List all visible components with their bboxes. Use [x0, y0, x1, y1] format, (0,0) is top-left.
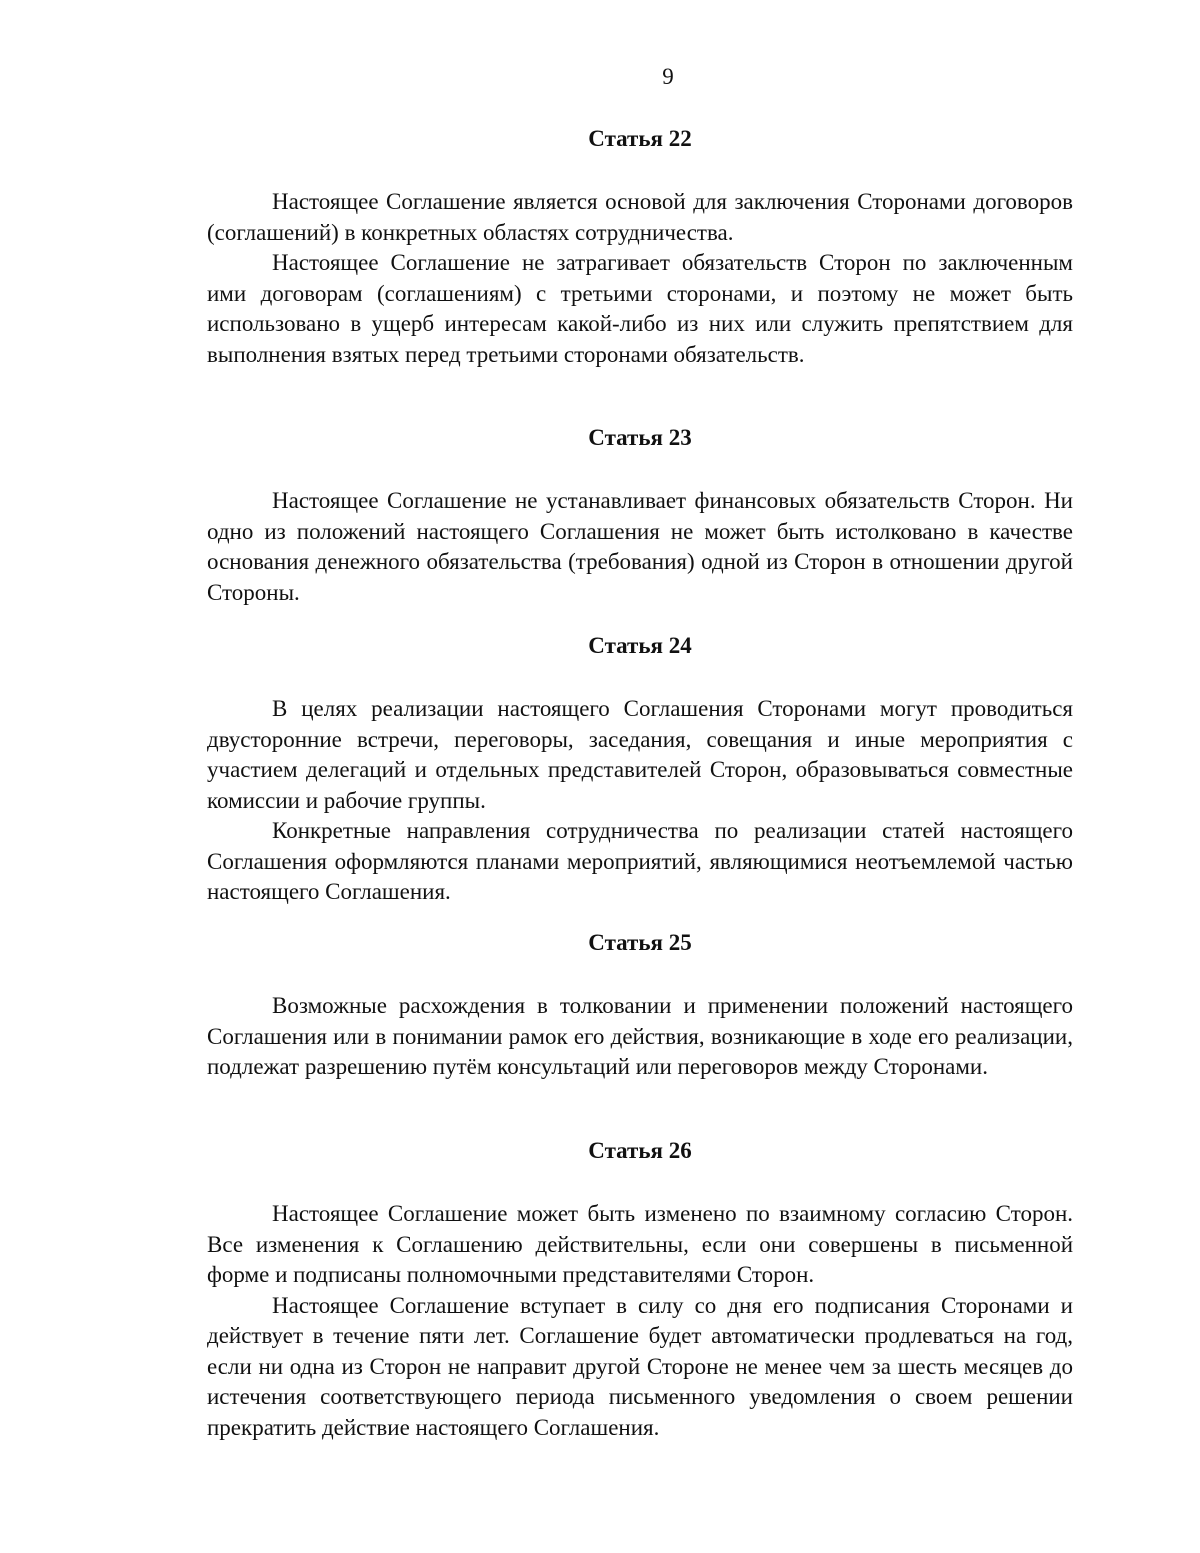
page-number: 9: [662, 64, 674, 89]
article-title: Статья 23: [588, 425, 692, 450]
article-26: [207, 1136, 1073, 1443]
article-title: Статья 25: [588, 930, 692, 955]
article-paragraph: В целях реализации настоящего Соглашения Сторонами могут проводиться двусторонние встречи, переговоры, заседания, совещания и иные мероприятия с участием делегаций и отдельных представителей Сторон, образовываться совместные комиссии и рабочие группы.: [207, 696, 1073, 813]
article-title: Статья 26: [588, 1138, 692, 1163]
article-24: [207, 631, 1073, 908]
article-paragraph: Настоящее Соглашение вступает в силу со дня его подписания Сторонами и действует в течение пяти лет. Соглашение будет автоматически продлеваться на год, если ни одна из Сторон не направит другой Стороне не менее чем за шесть месяцев до истечения соответствующего периода письменного уведомления о своем решении прекратить действие настоящего Соглашения.: [207, 1292, 1073, 1440]
article-22: [207, 124, 1073, 370]
article-title: Статья 24: [588, 633, 692, 658]
article-paragraph: Настоящее Соглашение не устанавливает финансовых обязательств Сторон. Ни одно из положений настоящего Соглашения не может быть истолковано в качестве основания денежного обязательства (требования) одной из Сторон в отношении другой Стороны.: [207, 488, 1073, 605]
article-paragraph: Настоящее Соглашение является основой для заключения Сторонами договоров (соглашений) в конкретных областях сотрудничества.: [207, 189, 1073, 245]
article-title: Статья 22: [588, 126, 692, 151]
article-25: [207, 928, 1073, 1083]
article-paragraph: Конкретные направления сотрудничества по реализации статей настоящего Соглашения оформляются планами мероприятий, являющимися неотъемлемой частью настоящего Соглашения.: [207, 818, 1073, 904]
article-paragraph: Настоящее Соглашение не затрагивает обязательств Сторон по заключенным ими договорам (соглашениям) с третьими сторонами, и поэтому не может быть использовано в ущерб интересам какой-либо из них или служить препятствием для выполнения взятых перед третьими сторонами обязательств.: [207, 250, 1073, 367]
article-paragraph: Возможные расхождения в толковании и применении положений настоящего Соглашения или в понимании рамок его действия, возникающие в ходе его реализации, подлежат разрешению путём консультаций или переговоров между Сторонами.: [207, 993, 1073, 1079]
article-paragraph: Настоящее Соглашение может быть изменено по взаимному согласию Сторон. Все изменения к Соглашению действительны, если они совершены в письменной форме и подписаны полномочными представителями Сторон.: [207, 1201, 1073, 1287]
article-23: [207, 423, 1073, 608]
